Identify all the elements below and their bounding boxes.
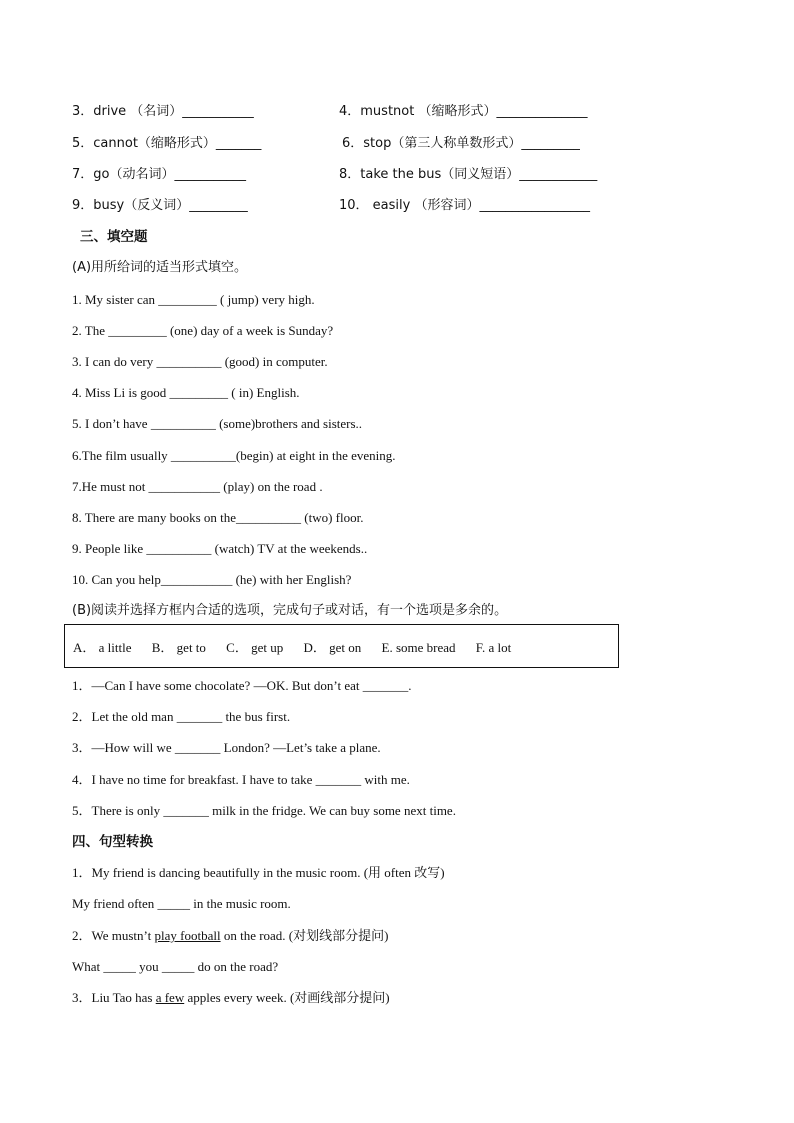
vocab-item-3: 3．drive （名词）___________ [72, 104, 254, 119]
choice-item-3: 3．—How will we _______ London? —Let’s take a plane. [72, 740, 381, 755]
options-box [64, 624, 619, 668]
vocab-item-5: 5．cannot（缩略形式）_______ [72, 136, 262, 151]
fill-item-1: 1. My sister can _________ ( jump) very high. [72, 292, 315, 307]
choice-item-1: 1．—Can I have some chocolate? —OK. But don’t eat _______. [72, 678, 412, 693]
vocab-item-9: 9．busy（反义词）_________ [72, 198, 248, 213]
option-a: A． a little [73, 640, 132, 655]
transform-question-1: 1．My friend is dancing beautifully in the music room. (用 often 改写) [72, 865, 445, 880]
choice-item-5: 5．There is only _______ milk in the fridge. We can buy some next time. [72, 803, 456, 818]
part-b-instruction: (B)阅读并选择方框内合适的选项，完成句子或对话，有一个选项是多余的。 [72, 603, 508, 618]
section-3-title: 三、填空题 [80, 229, 148, 245]
fill-item-3: 3. I can do very __________ (good) in computer. [72, 354, 328, 369]
fill-item-9: 9. People like __________ (watch) TV at the weekends.. [72, 541, 368, 556]
vocab-item-10: 10． easily （形容词）_________________ [339, 198, 590, 213]
option-e: E. some bread [381, 640, 456, 655]
vocab-item-7: 7．go（动名词）___________ [72, 167, 246, 182]
option-c: C． get up [226, 640, 284, 655]
option-b: B． get to [151, 640, 206, 655]
transform-answer-1: My friend often _____ in the music room. [72, 896, 291, 911]
fill-item-7: 7.He must not ___________ (play) on the road . [72, 479, 323, 494]
option-d: D． get on [303, 640, 362, 655]
transform-question-2 [72, 927, 388, 945]
part-a-instruction: (A)用所给词的适当形式填空。 [72, 260, 248, 275]
option-f: F. a lot [475, 640, 512, 655]
q3-text-before: 3．Liu Tao has [72, 990, 156, 1005]
section-4-title: 四、句型转换 [72, 834, 153, 850]
choice-item-4: 4．I have no time for breakfast. I have to take _______ with me. [72, 772, 410, 787]
fill-item-10: 10. Can you help___________ (he) with her English? [72, 572, 352, 587]
vocab-item-8: 8．take the bus（同义短语）____________ [339, 167, 598, 182]
q2-text-after: on the road. (对划线部分提问) [220, 928, 389, 943]
vocab-item-4: 4．mustnot （缩略形式）______________ [339, 104, 588, 119]
q3-text-after: apples every week. (对画线部分提问) [184, 990, 390, 1005]
q2-text-before: 2．We mustn’t [72, 928, 155, 943]
fill-item-2: 2. The _________ (one) day of a week is Sunday? [72, 323, 334, 338]
fill-item-4: 4. Miss Li is good _________ ( in) English. [72, 385, 300, 400]
q2-underlined-phrase: play football [154, 928, 221, 943]
vocab-item-6: 6．stop（第三人称单数形式）_________ [342, 136, 580, 151]
transform-answer-2: What _____ you _____ do on the road? [72, 959, 279, 974]
fill-item-5: 5. I don’t have __________ (some)brothers and sisters.. [72, 416, 363, 431]
choice-item-2: 2．Let the old man _______ the bus first. [72, 709, 291, 724]
q3-underlined-phrase: a few [155, 990, 185, 1005]
transform-question-3 [72, 989, 390, 1007]
fill-item-8: 8. There are many books on the__________ (two) floor. [72, 510, 364, 525]
fill-item-6: 6.The film usually __________(begin) at eight in the evening. [72, 448, 396, 463]
